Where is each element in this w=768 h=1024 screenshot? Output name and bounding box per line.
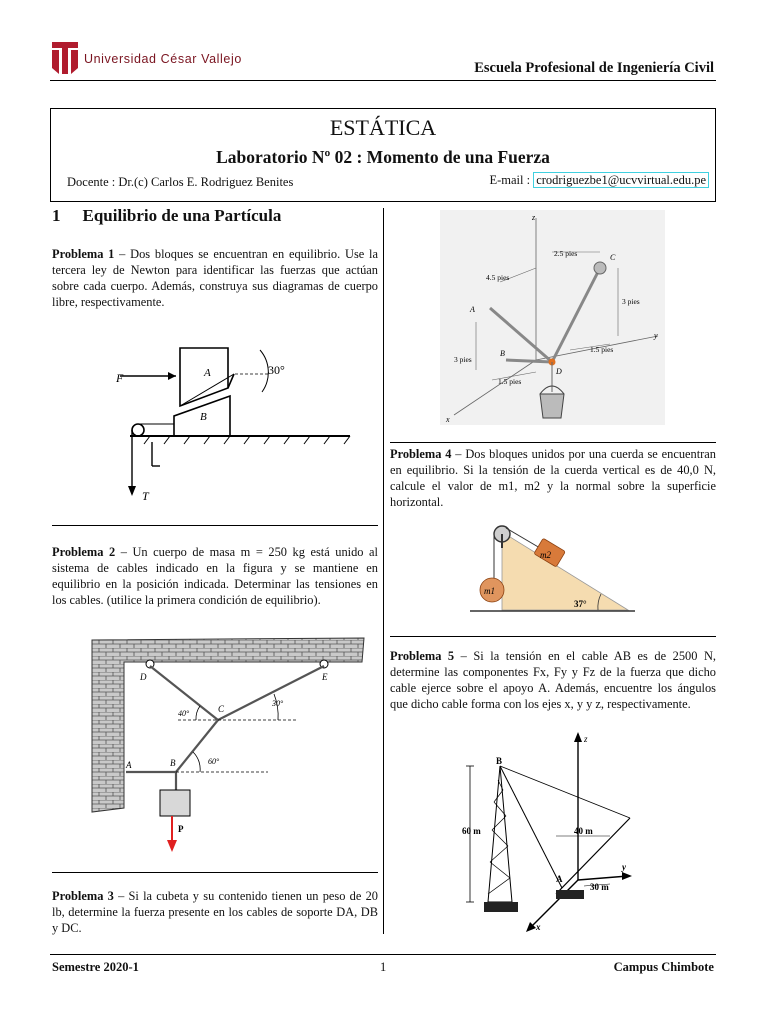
teacher: Docente : Dr.(c) Carlos E. Rodriguez Benites [67, 175, 294, 189]
ucv-logo [50, 40, 240, 76]
fig5-30m: 30 m [590, 882, 609, 892]
fig2-c: C [218, 704, 225, 714]
problem-3-text: – Si la cubeta y su contenido tienen un peso de 20 lb, determine la fuerza presente en los cables de soporte DA, DB y DC. [52, 889, 378, 935]
fig3-dim-15a: 1.5 pies [590, 345, 614, 354]
fig2-e: E [322, 672, 328, 682]
section-heading [52, 206, 281, 226]
fig2-angle-60: 60° [208, 757, 220, 766]
problem-4 [390, 446, 716, 510]
divider-p4 [390, 442, 716, 443]
email-link[interactable]: crodriguezbe1@ucvvirtual.edu.pe [533, 172, 709, 188]
email-line [489, 173, 709, 188]
fig1-force-t: T [142, 489, 149, 503]
fig5-a: A [556, 874, 563, 884]
ucv-shield-icon [50, 40, 80, 76]
fig3-dim-25: 2.5 pies [554, 249, 578, 258]
divider-p3 [52, 872, 378, 873]
fig3-c: C [610, 253, 616, 262]
fig2-p: P [178, 824, 184, 834]
fig4-m1: m1 [484, 586, 495, 596]
divider-p5 [390, 636, 716, 637]
fig5-b: B [496, 756, 503, 766]
title-box [50, 108, 716, 202]
fig1-block-b: B [200, 411, 207, 423]
divider-p2 [52, 525, 378, 526]
fig5-x: x [536, 922, 541, 932]
problem-1-label: Problema 1 [52, 247, 115, 261]
section-title: Equilibrio de una Partícula [82, 206, 282, 225]
university-name: Universidad César Vallejo [84, 52, 242, 66]
fig5-y: y [622, 862, 626, 872]
fig1-block-a: A [204, 367, 211, 379]
fig1-angle: 30° [268, 363, 285, 377]
column-divider [383, 208, 384, 934]
problem-5 [390, 648, 716, 712]
fig2-b: B [170, 758, 176, 768]
lab-title: Laboratorio Nº 02 : Momento de una Fuerza [216, 147, 550, 167]
footer-semester: Semestre 2020-1 [52, 960, 139, 974]
figure-incline-pulley [470, 518, 635, 618]
fig3-dim-15b: 1.5 pies [498, 377, 522, 386]
fig3-dim-3a: 3 pies [622, 297, 640, 306]
fig2-a: A [126, 760, 132, 770]
fig3-x: x [446, 415, 450, 424]
course-title: ESTÁTICA [329, 115, 437, 140]
fig2-angle-40: 40° [178, 709, 190, 718]
fig5-z: z [584, 734, 588, 744]
figure-blocks-incline [110, 330, 370, 510]
problem-4-text: – Dos bloques unidos por una cuerda se encuentran en equilibrio. Si la tensión de la cuerda vertical es de 40,0 N, calcule el valor de m1, m2 y la normal sobre la superficie horizontal. [390, 447, 716, 509]
problem-5-label: Problema 5 [390, 649, 455, 663]
school-name: Escuela Profesional de Ingeniería Civil [474, 60, 714, 76]
problem-3 [52, 888, 378, 936]
fig3-y: y [654, 331, 658, 340]
footer-campus: Campus Chimbote [613, 960, 714, 974]
problem-2-text: – Un cuerpo de masa m = 250 kg está unido al sistema de cables indicado en la figura y se mantiene en equilibrio en la posición indicada. Determinar las tensiones en los cables. (utilice la primera condición de equilibrio). [52, 545, 378, 607]
figure-cable-system [78, 632, 368, 857]
problem-2-label: Problema 2 [52, 545, 116, 559]
problem-1-text: – Dos bloques se encuentran en equilibrio. Use la tercera ley de Newton para identificar las fuerzas que actúan sobre cada cuerpo. Además, construya sus diagramas de cuerpo libre, respectivamente. [52, 247, 378, 309]
header-rule [50, 80, 716, 81]
figure-tower-cable [460, 730, 640, 940]
fig2-d: D [140, 672, 147, 682]
problem-3-label: Problema 3 [52, 889, 114, 903]
problem-2 [52, 544, 378, 608]
fig1-force-f: F [116, 371, 124, 385]
problem-5-text: – Si la tensión en el cable AB es de 2500 N, determine las componentes Fx, Fy y Fz de la fuerza que dicho cable ejerce sobre el apoyo A. Además, encuentre los ángulos que dicho cable forma con los ejes x, y y z, respectivamente. [390, 649, 716, 711]
problem-1 [52, 246, 378, 310]
fig3-d: D [556, 367, 562, 376]
footer-rule [50, 954, 716, 955]
fig4-m2: m2 [540, 550, 551, 560]
fig3-b: B [500, 349, 505, 358]
fig3-dim-3b: 3 pies [454, 355, 472, 364]
problem-4-label: Problema 4 [390, 447, 452, 461]
fig4-angle: 37° [574, 599, 587, 609]
email-label: E-mail : [489, 173, 531, 187]
fig5-height: 60 m [462, 826, 481, 836]
fig3-dim-45: 4.5 pies [486, 273, 510, 282]
section-number: 1 [52, 206, 61, 225]
fig2-angle-30: 30° [272, 699, 284, 708]
figure-bucket-cables [440, 210, 665, 425]
fig3-a: A [470, 305, 475, 314]
fig3-z: z [532, 213, 536, 222]
footer-page-number: 1 [380, 960, 387, 974]
fig5-40m: 40 m [574, 826, 593, 836]
